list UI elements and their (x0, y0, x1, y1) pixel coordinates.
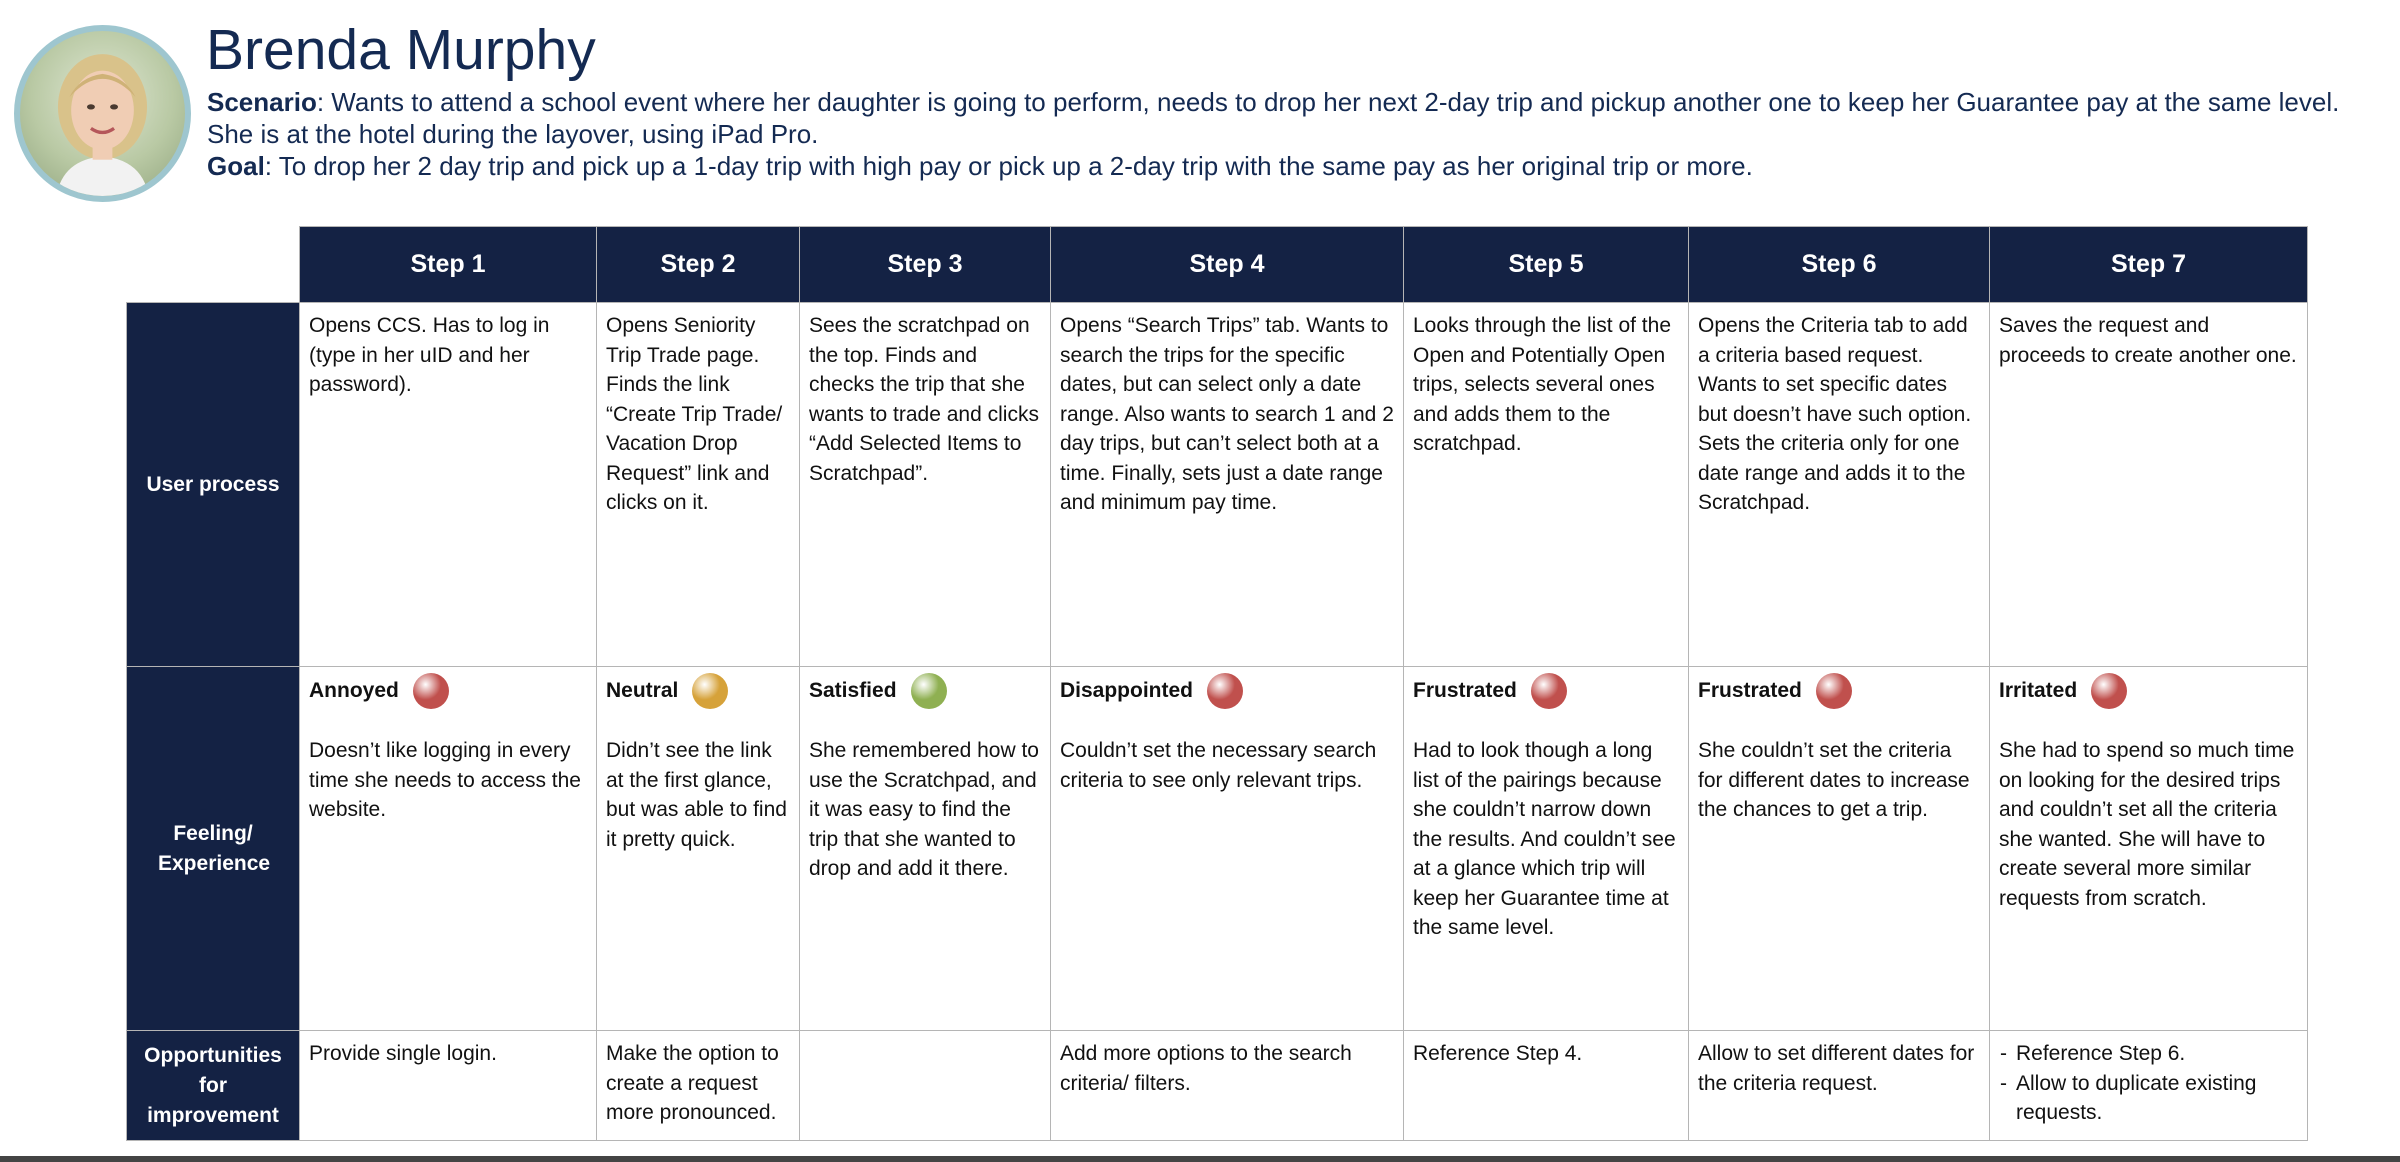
sentiment-negative-icon (1816, 673, 1852, 709)
row-label-feeling (127, 667, 300, 1031)
journey-table (126, 226, 2308, 1141)
opportunity-cell (1051, 1031, 1404, 1141)
process-cell: Opens the Criteria tab to add a criteria based request. Wants to set specific dates but doesn’t have such option. Sets the criteria only for one date range and adds it to the Scratchpad. (1689, 303, 1990, 667)
scenario-text: : Wants to attend a school event where her daughter is going to perform, needs to drop her next 2-day trip and pickup another one to keep her Guarantee pay at the same level. She is at the hotel during the layover, using iPad Pro. (207, 87, 2340, 149)
sentiment-positive-icon (911, 673, 947, 709)
opportunity-cell (300, 1031, 597, 1141)
step-7-header: Step 7 (1990, 227, 2308, 303)
sentiment-negative-icon (2091, 673, 2127, 709)
opportunity-cell (800, 1031, 1051, 1141)
persona-avatar (14, 25, 191, 202)
feeling-label: Neutral (606, 679, 679, 703)
feeling-text: Didn’t see the link at the first glance, but was able to find it pretty quick. (606, 739, 787, 851)
feeling-cell (1689, 667, 1990, 1031)
opportunity-text: Reference Step 4. (1413, 1042, 1583, 1065)
window-bottom-edge (0, 1156, 2400, 1162)
opportunity-list (1999, 1039, 2299, 1128)
process-cell: Looks through the list of the Open and Potentially Open trips, selects several ones and adds them to the scratchpad. (1404, 303, 1689, 667)
opportunity-item: - Reference Step 6. (1999, 1039, 2299, 1069)
opportunity-cell (1404, 1031, 1689, 1141)
opportunity-cell (597, 1031, 800, 1141)
opportunity-text: Provide single login. (309, 1042, 497, 1065)
feeling-cell (1404, 667, 1689, 1031)
feeling-cell (1990, 667, 2308, 1031)
feeling-text: She remembered how to use the Scratchpad, and it was easy to find the trip that she wanted to drop and add it there. (809, 739, 1039, 880)
step-2-header: Step 2 (597, 227, 800, 303)
persona-photo-icon (20, 31, 185, 196)
row-label-feeling-text: Feeling/ Experience (158, 821, 271, 875)
step-1-header: Step 1 (300, 227, 597, 303)
sentiment-negative-icon (413, 673, 449, 709)
feeling-label: Satisfied (809, 679, 897, 703)
opportunity-cell (1990, 1031, 2308, 1141)
scenario-label: Scenario (207, 87, 317, 117)
feeling-cell (300, 667, 597, 1031)
feeling-text: Couldn’t set the necessary search criteria to see only relevant trips. (1060, 739, 1377, 792)
persona-goal (207, 150, 2387, 182)
opportunity-text: Allow to set different dates for the criteria request. (1698, 1042, 1975, 1095)
step-3-header: Step 3 (800, 227, 1051, 303)
user-process-row (127, 303, 2308, 667)
sentiment-negative-icon (1531, 673, 1567, 709)
sentiment-negative-icon (1207, 673, 1243, 709)
process-cell: Sees the scratchpad on the top. Finds and checks the trip that she wants to trade and clicks “Add Selected Items to Scratchpad”. (800, 303, 1051, 667)
feeling-cell (1051, 667, 1404, 1031)
feeling-text: Doesn’t like logging in every time she needs to access the website. (309, 739, 581, 821)
opportunity-cell (1689, 1031, 1990, 1141)
feeling-label: Irritated (1999, 679, 2078, 703)
feeling-text: She had to spend so much time on looking for the desired trips and couldn’t set all the criteria she wanted. She will have to create several more similar requests from scratch. (1999, 739, 2295, 910)
step-4-header: Step 4 (1051, 227, 1404, 303)
feeling-label: Frustrated (1698, 679, 1802, 703)
feeling-row (127, 667, 2308, 1031)
step-6-header: Step 6 (1689, 227, 1990, 303)
sentiment-neutral-icon (692, 673, 728, 709)
feeling-cell (800, 667, 1051, 1031)
opportunities-row (127, 1031, 2308, 1141)
process-cell: Opens “Search Trips” tab. Wants to search the trips for the specific dates, but can select only a date range. Also wants to search 1 and 2 day trips, but can’t select both at a time. Finally, sets just a date range and minimum pay time. (1051, 303, 1404, 667)
persona-scenario (207, 86, 2387, 150)
persona-name: Brenda Murphy (206, 18, 596, 82)
opportunity-text: Make the option to create a request more pronounced. (606, 1042, 779, 1124)
goal-label: Goal (207, 151, 265, 181)
row-label-opportunities-text: Opportunities for improvement (144, 1043, 282, 1127)
feeling-text: Had to look though a long list of the pairings because she couldn’t narrow down the results. And couldn’t see at a glance which trip will keep her Guarantee time at the same level. (1413, 739, 1676, 939)
step-5-header: Step 5 (1404, 227, 1689, 303)
header-corner (127, 227, 300, 303)
opportunity-item: - Allow to duplicate existing requests. (1999, 1069, 2299, 1128)
opportunity-text: Add more options to the search criteria/ filters. (1060, 1042, 1352, 1095)
process-cell: Opens Seniority Trip Trade page. Finds the link “Create Trip Trade/ Vacation Drop Request” link and clicks on it. (597, 303, 800, 667)
feeling-label: Annoyed (309, 679, 399, 703)
process-cell: Saves the request and proceeds to create another one. (1990, 303, 2308, 667)
process-cell: Opens CCS. Has to log in (type in her uID and her password). (300, 303, 597, 667)
goal-text: : To drop her 2 day trip and pick up a 1-day trip with high pay or pick up a 2-day trip with the same pay as her original trip or more. (264, 151, 1753, 181)
feeling-cell (597, 667, 800, 1031)
feeling-label: Frustrated (1413, 679, 1517, 703)
feeling-label: Disappointed (1060, 679, 1194, 703)
row-label-user-process: User process (127, 303, 300, 667)
feeling-text: She couldn’t set the criteria for different dates to increase the chances to get a trip. (1698, 739, 1970, 821)
steps-header-row (127, 227, 2308, 303)
row-label-opportunities (127, 1031, 300, 1141)
